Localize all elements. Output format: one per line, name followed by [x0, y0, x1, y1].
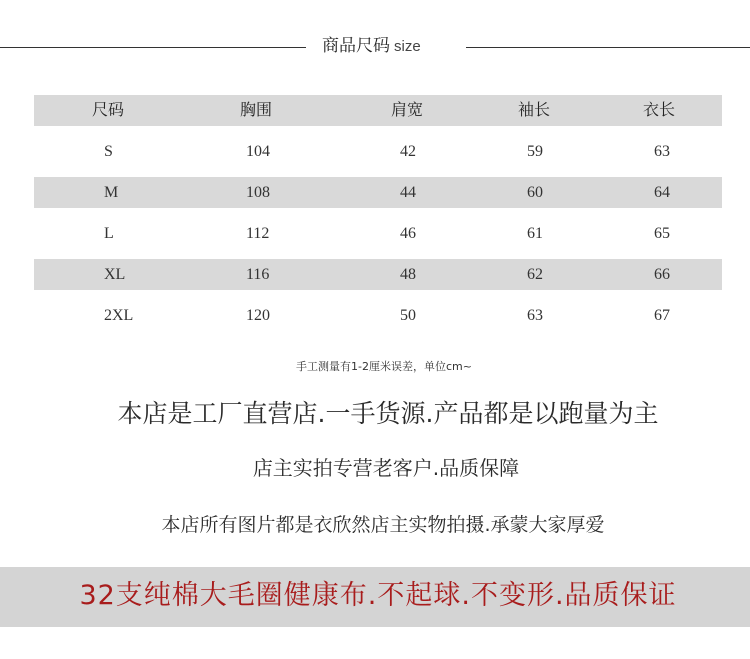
- promo-line-photos: 本店所有图片都是衣欣然店主实物拍摄.承蒙大家厚爱: [161, 514, 605, 536]
- promo-line-factory: 本店是工厂直营店.一手货源.产品都是以跑量为主: [117, 399, 659, 428]
- cell-chest: 104: [246, 143, 270, 160]
- cell-sleeve: 61: [527, 225, 543, 242]
- cell-sleeve: 62: [527, 266, 543, 283]
- cell-length: 67: [654, 307, 670, 324]
- cell-length: 63: [654, 143, 670, 160]
- cell-chest: 120: [246, 307, 270, 324]
- cell-chest: 116: [246, 266, 270, 283]
- cell-shoulder: 46: [400, 225, 416, 242]
- header-divider-left: [0, 47, 306, 48]
- header-length: 衣长: [643, 100, 676, 119]
- cell-shoulder: 42: [400, 143, 416, 160]
- fabric-banner-text: 32支纯棉大毛圈健康布.不起球.不变形.品质保证: [79, 580, 677, 611]
- cell-size: XL: [104, 266, 126, 283]
- measurement-note: 手工测量有1-2厘米误差，单位cm~: [296, 360, 472, 373]
- cell-sleeve: 59: [527, 143, 543, 160]
- promo-line-quality: 店主实拍专营老客户.品质保障: [252, 456, 520, 480]
- cell-sleeve: 63: [527, 307, 543, 324]
- table-row: [34, 259, 722, 290]
- table-row: [34, 218, 722, 249]
- size-table: [34, 95, 722, 341]
- cell-size: 2XL: [104, 307, 134, 324]
- cell-sleeve: 60: [527, 184, 543, 201]
- cell-length: 66: [654, 266, 670, 283]
- section-subtitle: size: [394, 38, 421, 55]
- header-sleeve: 袖长: [518, 100, 551, 119]
- cell-size: L: [104, 225, 114, 242]
- section-title-text: 商品尺码: [322, 36, 390, 56]
- cell-shoulder: 44: [400, 184, 416, 201]
- table-row: [34, 300, 722, 331]
- header-shoulder: 肩宽: [391, 100, 424, 119]
- cell-length: 65: [654, 225, 670, 242]
- fabric-banner: [0, 567, 750, 627]
- header-chest: 胸围: [240, 100, 273, 119]
- cell-chest: 112: [246, 225, 270, 242]
- cell-size: S: [104, 143, 113, 160]
- table-row: [34, 136, 722, 167]
- table-row: [34, 177, 722, 208]
- cell-shoulder: 50: [400, 307, 416, 324]
- header-divider-right: [466, 47, 750, 48]
- cell-shoulder: 48: [400, 266, 416, 283]
- header-size: 尺码: [92, 100, 125, 119]
- cell-chest: 108: [246, 184, 270, 201]
- cell-size: M: [104, 184, 119, 201]
- section-title: [322, 31, 421, 56]
- size-table-header: [34, 95, 722, 126]
- cell-length: 64: [654, 184, 670, 201]
